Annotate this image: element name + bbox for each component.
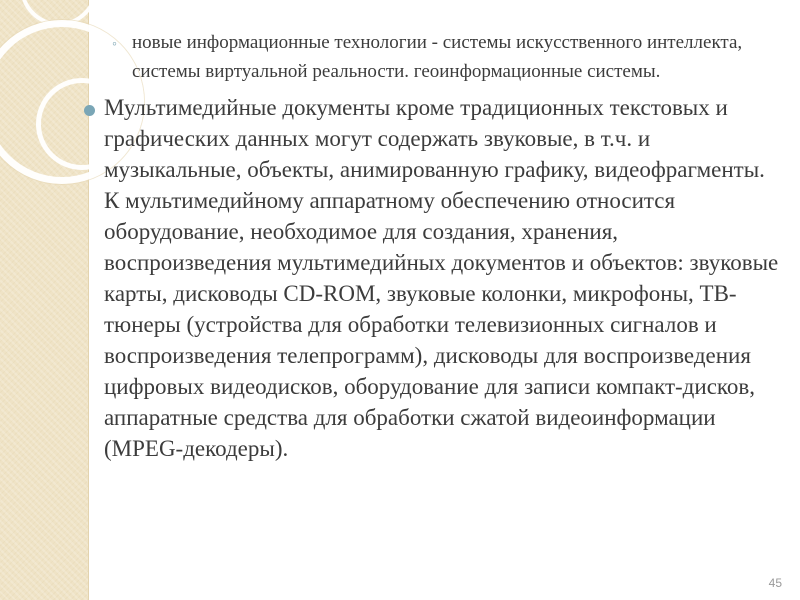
filled-circle-bullet-icon [84, 105, 95, 116]
page-number: 45 [768, 576, 782, 590]
sub-bullet-item [108, 28, 780, 86]
decorative-side-panel [0, 0, 89, 600]
hollow-circle-bullet-icon: ◦ [112, 37, 117, 52]
sub-bullet-text: новые информационные технологии - системы искусственного интеллекта, системы виртуальной реальности. геоинформационные системы. [132, 32, 743, 82]
main-bullet-item [100, 92, 780, 464]
slide-body [100, 28, 780, 464]
main-bullet-text: Мультимедийные документы кроме традиционных текстовых и графических данных могут содержать звуковые, в т.ч. и музыкальные, объекты, анимированную графику, видеофрагменты. К мультимедийному аппаратному обеспечению относится оборудование, необходимое для создания, хранения, воспроизведения мультимедийных документов и объектов: звуковые карты, дисководы CD-ROM, звуковые колонки, микрофоны, ТВ-тюнеры (устройства для обработки телевизионных сигналов и воспроизведения телепрограмм), дисководы для воспроизведения цифровых видеодисков, оборудование для записи компакт-дисков, аппаратные средства для обработки сжатой видеоинформации (MPEG-декодеры). [104, 95, 779, 461]
